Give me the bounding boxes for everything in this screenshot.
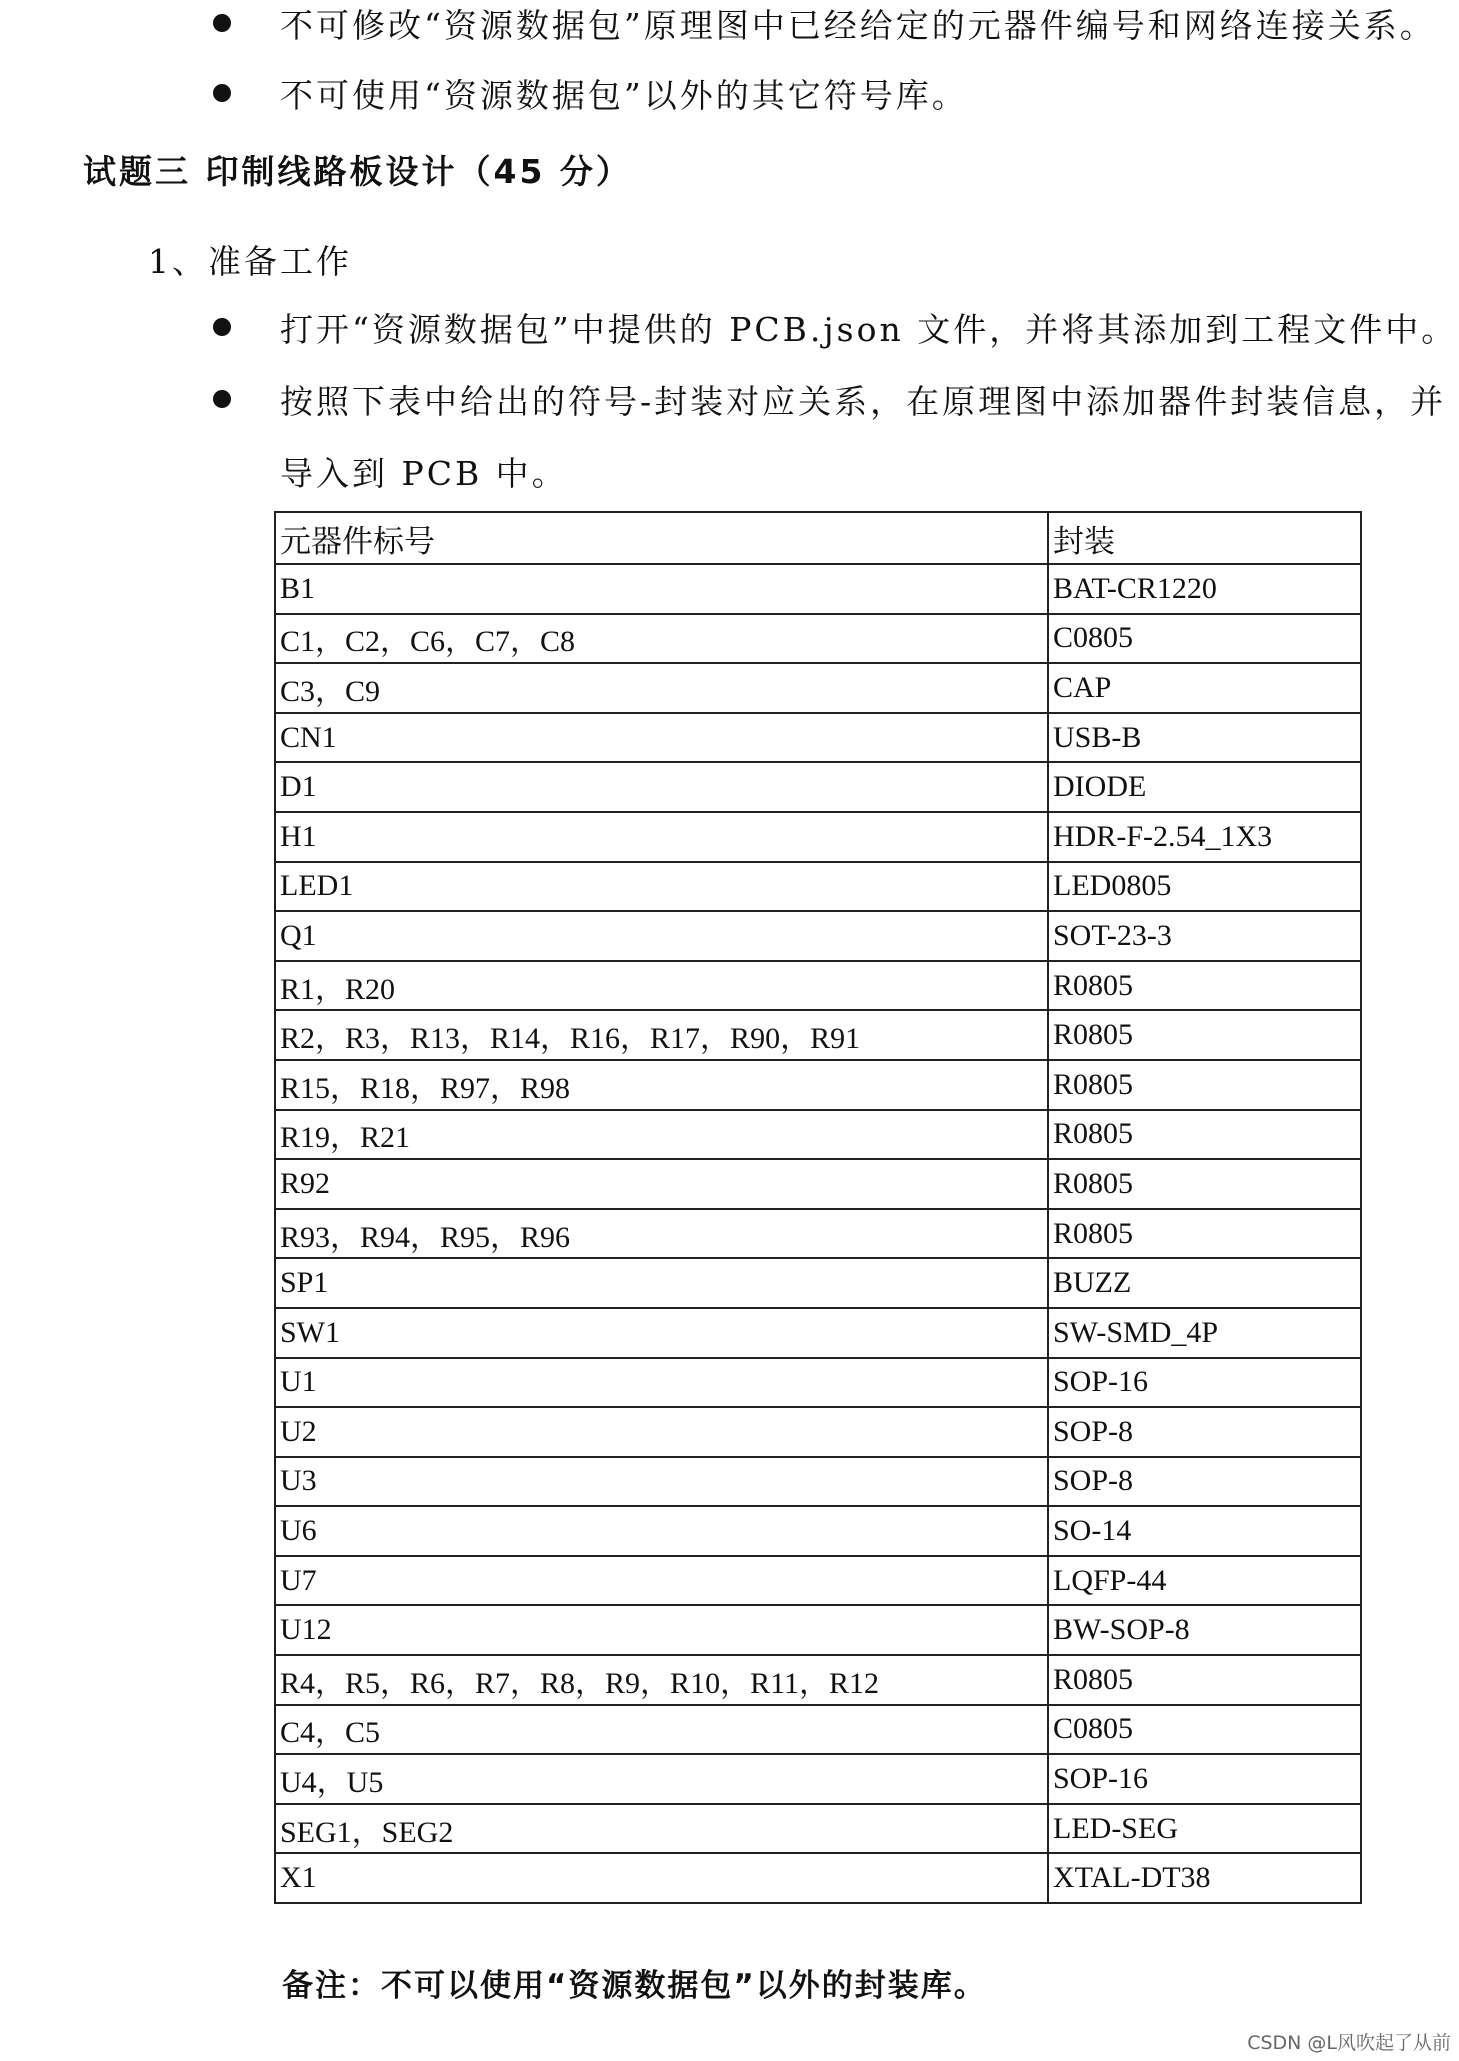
footprint-cell: R0805: [1048, 1655, 1361, 1705]
section-title: 试题三 印制线路板设计（45 分）: [83, 152, 632, 191]
bullet-text: 打开“资源数据包”中提供的 PCB.json 文件，并将其添加到工程文件中。: [280, 310, 1458, 349]
table-row: [275, 1457, 1361, 1507]
table-row: [275, 862, 1361, 912]
table-body: [275, 564, 1361, 1903]
component-ref-cell: U4，U5: [275, 1754, 1048, 1804]
table-row: [275, 1705, 1361, 1755]
component-ref-cell: U12: [275, 1605, 1048, 1655]
footprint-cell: LQFP-44: [1048, 1556, 1361, 1606]
table-row: [275, 1655, 1361, 1705]
footprint-cell: CAP: [1048, 663, 1361, 713]
watermark: CSDN @L风吹起了从前: [1247, 2032, 1451, 2054]
footprint-cell: R0805: [1048, 1110, 1361, 1160]
footprint-cell: LED-SEG: [1048, 1804, 1361, 1854]
footprint-cell: R0805: [1048, 961, 1361, 1011]
bullet-text-continued: 导入到 PCB 中。: [280, 454, 568, 493]
table-row: [275, 1060, 1361, 1110]
footprint-cell: DIODE: [1048, 762, 1361, 812]
footprint-cell: SOP-16: [1048, 1358, 1361, 1408]
component-ref-cell: R15，R18，R97，R98: [275, 1060, 1048, 1110]
table-row: [275, 961, 1361, 1011]
table-row: [275, 713, 1361, 763]
table-row: [275, 812, 1361, 862]
component-ref-cell: U7: [275, 1556, 1048, 1606]
footprint-cell: SOT-23-3: [1048, 911, 1361, 961]
footprint-cell: HDR-F-2.54_1X3: [1048, 812, 1361, 862]
footprint-cell: BW-SOP-8: [1048, 1605, 1361, 1655]
component-ref-cell: U1: [275, 1358, 1048, 1408]
table-row: [275, 1308, 1361, 1358]
component-ref-cell: R1，R20: [275, 961, 1048, 1011]
footprint-cell: XTAL-DT38: [1048, 1853, 1361, 1903]
bullet-dot-icon: [213, 14, 231, 32]
component-ref-cell: H1: [275, 812, 1048, 862]
table-row: [275, 911, 1361, 961]
table-row: [275, 1010, 1361, 1060]
component-ref-cell: C1，C2，C6，C7，C8: [275, 614, 1048, 664]
column-header: 元器件标号: [275, 512, 1048, 564]
component-ref-cell: R2，R3，R13，R14，R16，R17，R90，R91: [275, 1010, 1048, 1060]
footprint-cell: R0805: [1048, 1159, 1361, 1209]
table-row: [275, 1804, 1361, 1854]
table-row: [275, 1258, 1361, 1308]
component-ref-cell: R4，R5，R6，R7，R8，R9，R10，R11，R12: [275, 1655, 1048, 1705]
component-ref-cell: R93，R94，R95，R96: [275, 1209, 1048, 1259]
component-ref-cell: U6: [275, 1506, 1048, 1556]
footprint-cell: SO-14: [1048, 1506, 1361, 1556]
component-ref-cell: X1: [275, 1853, 1048, 1903]
bullet-dot-icon: [213, 318, 231, 336]
footprint-cell: LED0805: [1048, 862, 1361, 912]
bullet-text: 按照下表中给出的符号-封装对应关系，在原理图中添加器件封装信息，并: [280, 382, 1447, 421]
table-header-row: [275, 512, 1361, 564]
table-row: [275, 762, 1361, 812]
component-ref-cell: D1: [275, 762, 1048, 812]
note: 备注：不可以使用“资源数据包”以外的封装库。: [282, 1968, 987, 2004]
component-ref-cell: SW1: [275, 1308, 1048, 1358]
component-ref-cell: R92: [275, 1159, 1048, 1209]
component-ref-cell: Q1: [275, 911, 1048, 961]
table-row: [275, 614, 1361, 664]
footprint-cell: C0805: [1048, 614, 1361, 664]
column-header: 封装: [1048, 512, 1361, 564]
bullet-dot-icon: [213, 390, 231, 408]
footprint-cell: SOP-16: [1048, 1754, 1361, 1804]
component-ref-cell: C4，C5: [275, 1705, 1048, 1755]
component-ref-cell: LED1: [275, 862, 1048, 912]
component-ref-cell: U3: [275, 1457, 1048, 1507]
table-row: [275, 1159, 1361, 1209]
footprint-cell: BUZZ: [1048, 1258, 1361, 1308]
footprint-cell: R0805: [1048, 1010, 1361, 1060]
bullet-dot-icon: [213, 84, 231, 102]
bullet-text: 不可使用“资源数据包”以外的其它符号库。: [280, 76, 968, 115]
footprint-cell: SW-SMD_4P: [1048, 1308, 1361, 1358]
footprint-table: [274, 511, 1362, 1904]
table-row: [275, 1853, 1361, 1903]
footprint-cell: R0805: [1048, 1209, 1361, 1259]
table-row: [275, 1754, 1361, 1804]
table-row: [275, 1407, 1361, 1457]
footprint-cell: SOP-8: [1048, 1457, 1361, 1507]
footprint-cell: USB-B: [1048, 713, 1361, 763]
component-ref-cell: CN1: [275, 713, 1048, 763]
component-ref-cell: C3，C9: [275, 663, 1048, 713]
component-ref-cell: SEG1，SEG2: [275, 1804, 1048, 1854]
table-row: [275, 1506, 1361, 1556]
footprint-cell: SOP-8: [1048, 1407, 1361, 1457]
component-ref-cell: U2: [275, 1407, 1048, 1457]
component-ref-cell: R19，R21: [275, 1110, 1048, 1160]
table-row: [275, 663, 1361, 713]
table-row: [275, 1110, 1361, 1160]
component-ref-cell: SP1: [275, 1258, 1048, 1308]
bullet-text: 不可修改“资源数据包”原理图中已经给定的元器件编号和网络连接关系。: [280, 6, 1436, 45]
subsection-title: 1、准备工作: [148, 242, 352, 281]
table-row: [275, 564, 1361, 614]
footprint-cell: R0805: [1048, 1060, 1361, 1110]
footprint-cell: C0805: [1048, 1705, 1361, 1755]
table-row: [275, 1358, 1361, 1408]
table-row: [275, 1556, 1361, 1606]
table-row: [275, 1209, 1361, 1259]
footprint-cell: BAT-CR1220: [1048, 564, 1361, 614]
table-row: [275, 1605, 1361, 1655]
component-ref-cell: B1: [275, 564, 1048, 614]
